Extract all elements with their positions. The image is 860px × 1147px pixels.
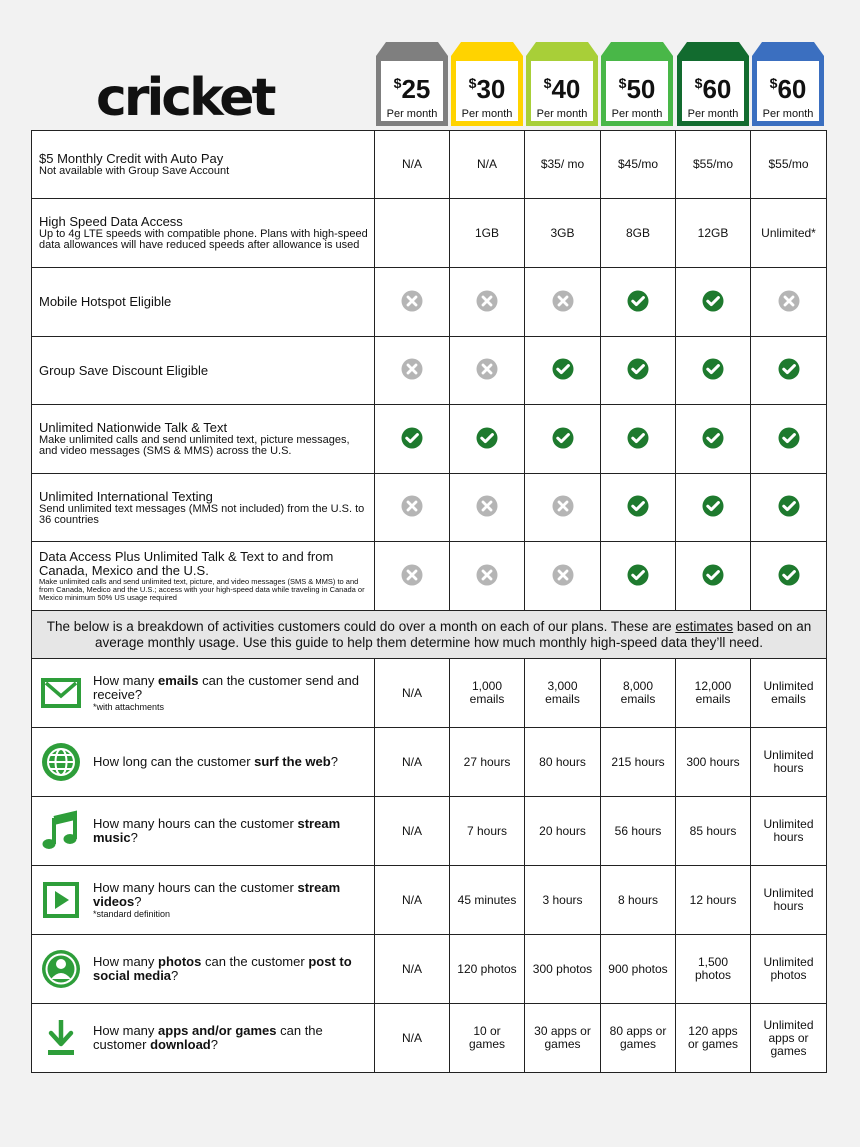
globe-icon [39,740,83,784]
plan-value: 12GB [697,225,729,240]
usage-footnote: *standard definition [93,909,171,919]
plan-value: N/A [401,157,422,171]
plan-value-cell [676,268,751,337]
plan-value: 1GB [474,225,499,240]
usage-value: 80 apps or games [609,1024,667,1051]
check-icon [552,358,574,380]
usage-value-cell [676,866,751,935]
plan-price [601,74,673,105]
usage-activity: photos [158,954,202,969]
per-month-label: Per month [536,108,588,120]
check-icon [627,290,649,312]
plan-comparison-table [31,130,827,1073]
feature-row [32,131,827,199]
plan-value-cell [601,337,676,405]
per-month-label: Per month [687,108,739,120]
usage-value: N/A [401,754,422,769]
plan-tag-1 [376,42,448,126]
price-amount: 50 [626,74,656,104]
usage-value: 45 minutes [457,892,517,907]
usage-footnote: *with attachments [93,702,165,712]
feature-row [32,199,827,268]
note-text: The below is a breakdown of activities customers could do over a month on each of our plans. These are [46,618,676,634]
price-amount: 25 [401,74,431,104]
usage-value-cell [601,866,676,935]
usage-value-cell [751,866,827,935]
usage-value: 27 hours [463,754,511,769]
usage-question-cell [32,1004,375,1073]
plan-value-cell [525,337,601,405]
usage-value-cell [450,797,525,866]
check-icon [778,495,800,517]
plan-value-cell [751,474,827,542]
feature-fine-print: Make unlimited calls and send unlimited text, picture, and video messages (SMS & MMS) to and from Canada, Medico and the U.S.; access with your high-speed data while traveling in Canada or Mexico minimum 50% US usage required [39,577,365,602]
usage-value: N/A [401,823,422,838]
currency-symbol: $ [543,75,552,91]
feature-description [32,405,375,474]
usage-note [32,611,827,659]
usage-activity: stream music [93,816,341,845]
plan-value-cell [525,405,601,474]
feature-row [32,268,827,337]
usage-value-cell [375,728,450,797]
feature-description [32,131,375,199]
usage-activity: surf the web [254,754,331,769]
plan-value-cell [525,131,601,199]
feature-row [32,542,827,611]
plan-value: 3GB [550,225,575,240]
feature-row [32,474,827,542]
feature-subtitle: Make unlimited calls and send unlimited text, picture messages, and video messages (SMS & MMS) across the U.S. [39,434,350,457]
plan-value: $45/mo [617,157,659,171]
check-icon [702,358,724,380]
per-month-label: Per month [461,108,513,120]
plan-value-cell [601,474,676,542]
feature-title: $5 Monthly Credit with Auto Pay [39,151,224,166]
usage-value: Unlimited hours [763,886,814,913]
usage-value: 80 hours [539,754,586,769]
plan-value-cell [450,405,525,474]
plan-value-cell [751,131,827,199]
usage-question-cell [32,728,375,797]
usage-value: 12 hours [689,892,737,907]
feature-title: Mobile Hotspot Eligible [39,294,172,309]
usage-row [32,1004,827,1073]
usage-activity: emails [158,673,199,688]
plan-value-cell [751,199,827,268]
usage-question: How many photos can the customer post to social media? [93,954,352,983]
usage-question: How long can the customer surf the web? [93,754,338,769]
check-icon [627,427,649,449]
usage-value-cell [601,1004,676,1073]
usage-activity: stream videos [93,880,341,909]
usage-value-cell [601,659,676,728]
price-amount: 40 [551,74,581,104]
plan-value-cell [601,268,676,337]
x-icon [476,564,498,586]
usage-question-cell [32,866,375,935]
plan-value: Unlimited* [761,225,816,240]
person-icon [39,947,83,991]
usage-value: Unlimited apps or games [763,1017,814,1058]
check-icon [778,564,800,586]
feature-subtitle: Send unlimited text messages (MMS not included) from the U.S. to 36 countries [39,502,365,526]
usage-question: How many emails can the customer send and receive? *with attachments [93,674,368,712]
plan-value-cell [375,199,450,268]
usage-value-cell [676,935,751,1004]
price-amount: 60 [777,74,807,104]
usage-value: 3 hours [542,892,583,907]
plan-value-cell [375,268,450,337]
price-amount: 30 [476,74,506,104]
plan-value-cell [676,474,751,542]
x-icon [552,290,574,312]
usage-value: 8,000 emails [620,679,656,706]
usage-value: 30 apps or games [534,1024,591,1051]
usage-value-cell [601,728,676,797]
usage-activity: post to social media [93,954,352,983]
plan-price [677,74,749,105]
usage-question-cell [32,797,375,866]
plan-value-cell [375,131,450,199]
plan-value-cell [375,474,450,542]
feature-title: Data Access Plus Unlimited Talk & Text to and from Canada, Mexico and the U.S. [39,549,334,578]
x-icon [476,290,498,312]
usage-value: Unlimited hours [763,817,814,844]
feature-description [32,474,375,542]
usage-value: 215 hours [611,754,665,769]
x-icon [401,358,423,380]
usage-question-cell [32,659,375,728]
plan-value: $55/mo [768,157,809,171]
usage-value: 85 hours [689,823,737,838]
price-amount: 60 [702,74,732,104]
usage-value-cell [751,728,827,797]
feature-row [32,337,827,405]
plan-value-cell [525,268,601,337]
usage-value: 300 hours [686,754,740,769]
currency-symbol: $ [393,75,402,91]
usage-value-cell [525,1004,601,1073]
check-icon [702,290,724,312]
plan-value-cell [751,268,827,337]
plan-value-cell [450,474,525,542]
plan-tag-4 [601,42,673,126]
usage-value: 120 apps or games [687,1024,739,1051]
usage-value: 56 hours [614,823,662,838]
cricket-logo: cricket [96,68,274,128]
usage-value-cell [676,659,751,728]
usage-value-cell [751,935,827,1004]
feature-title: Unlimited International Texting [39,488,213,504]
feature-description [32,542,375,611]
usage-value-cell [525,935,601,1004]
usage-question: How many hours can the customer stream music? [93,816,341,845]
usage-value: 20 hours [539,823,586,838]
x-icon [476,495,498,517]
usage-value-cell [751,659,827,728]
check-icon [778,358,800,380]
plan-value-cell [601,199,676,268]
plan-value: N/A [476,157,497,171]
feature-description [32,337,375,405]
usage-question-cell [32,935,375,1004]
currency-symbol: $ [769,75,778,91]
usage-value: N/A [401,685,422,700]
usage-value-cell [525,659,601,728]
currency-symbol: $ [468,75,477,91]
plan-value-cell [751,405,827,474]
note-emphasis: estimates [675,618,734,634]
plan-tag-6 [752,42,824,126]
usage-value: N/A [401,1030,422,1045]
x-icon [401,290,423,312]
usage-value: 3,000 emails [545,679,580,706]
plan-value-cell [676,131,751,199]
feature-title: Unlimited Nationwide Talk & Text [39,420,228,435]
plan-value-cell [676,199,751,268]
usage-value-cell [450,659,525,728]
plan-value-cell [676,405,751,474]
plan-value-cell [450,131,525,199]
usage-value: N/A [401,892,422,907]
plan-value-cell [450,542,525,611]
usage-value: Unlimited hours [763,748,814,775]
plan-value-cell [676,542,751,611]
check-icon [401,427,423,449]
usage-row [32,866,827,935]
plan-value-cell [676,337,751,405]
plan-value-cell [375,337,450,405]
usage-question: How many hours can the customer stream videos? *standard definition [93,881,368,919]
plan-value-cell [525,474,601,542]
check-icon [702,427,724,449]
plan-value-cell [751,542,827,611]
usage-value-cell [751,1004,827,1073]
plan-value-cell [601,405,676,474]
usage-value: 1,000 emails [469,679,505,706]
usage-value-cell [450,728,525,797]
plan-price [376,74,448,105]
check-icon [702,564,724,586]
usage-value: 8 hours [617,892,659,907]
note-text: based on an average monthly usage. Use this guide to help them determine how much monthly high-speed data they’ll need. [95,618,812,650]
usage-value-cell [375,866,450,935]
per-month-label: Per month [762,108,814,120]
usage-row [32,728,827,797]
x-icon [552,564,574,586]
feature-title: High Speed Data Access [39,214,183,229]
plan-value-cell [450,199,525,268]
plan-tag-2 [451,42,523,126]
usage-note-row [32,611,827,659]
plan-value-cell [450,268,525,337]
check-icon [627,495,649,517]
usage-activity: download [150,1037,211,1052]
usage-value-cell [525,797,601,866]
plan-price [526,74,598,105]
check-icon [627,358,649,380]
plan-value-cell [525,199,601,268]
usage-value: 1,500 photos [694,955,732,982]
plan-value-cell [751,337,827,405]
play-video-icon [39,878,83,922]
plan-value-cell [601,542,676,611]
check-icon [778,427,800,449]
usage-row [32,797,827,866]
usage-value-cell [375,659,450,728]
feature-subtitle: Up to 4g LTE speeds with compatible phone. Plans with high-speed data allowances will have reduced speeds after allowance is used [39,228,368,251]
feature-row [32,405,827,474]
usage-value-cell [375,1004,450,1073]
usage-value-cell [676,1004,751,1073]
check-icon [702,495,724,517]
plan-tag-5 [677,42,749,126]
plan-value-cell [601,131,676,199]
feature-title: Group Save Discount Eligible [39,362,209,378]
usage-value-cell [676,797,751,866]
usage-value-cell [676,728,751,797]
usage-value-cell [375,935,450,1004]
download-icon [39,1016,83,1060]
usage-value-cell [450,866,525,935]
usage-value-cell [450,1004,525,1073]
plan-value: $35/ mo [540,157,585,171]
usage-value-cell [525,728,601,797]
plan-value-cell [375,542,450,611]
usage-value: 900 photos [608,961,668,976]
plan-price [451,74,523,105]
plan-value-cell [450,337,525,405]
x-icon [401,495,423,517]
usage-value-cell [751,797,827,866]
usage-value-cell [375,797,450,866]
feature-description [32,268,375,337]
usage-activity: apps and/or games [158,1023,277,1038]
plan-value: 8GB [625,225,650,240]
per-month-label: Per month [386,108,438,120]
usage-value-cell [601,935,676,1004]
usage-question: How many apps and/or games can the customer download? [93,1023,323,1052]
plan-value: $55/mo [692,157,734,171]
currency-symbol: $ [618,75,627,91]
plan-value-cell [375,405,450,474]
usage-value: N/A [401,961,422,976]
x-icon [552,495,574,517]
plan-price [752,74,824,105]
feature-subtitle: Not available with Group Save Account [39,165,230,177]
currency-symbol: $ [694,75,703,91]
usage-row [32,659,827,728]
check-icon [476,427,498,449]
music-note-icon [39,809,83,853]
usage-value: Unlimited photos [763,955,814,982]
feature-description [32,199,375,268]
per-month-label: Per month [611,108,663,120]
x-icon [778,290,800,312]
usage-row [32,935,827,1004]
usage-value-cell [450,935,525,1004]
usage-value: 300 photos [532,961,593,976]
x-icon [401,564,423,586]
check-icon [627,564,649,586]
usage-value: Unlimited emails [763,679,814,706]
x-icon [476,358,498,380]
usage-value-cell [525,866,601,935]
usage-value-cell [601,797,676,866]
usage-value: 10 or games [468,1024,506,1051]
plan-value-cell [525,542,601,611]
plan-tag-3 [526,42,598,126]
usage-value: 7 hours [466,823,508,838]
usage-value: 12,000 emails [694,679,732,706]
check-icon [552,427,574,449]
usage-value: 120 photos [457,961,517,976]
envelope-icon [39,671,83,715]
